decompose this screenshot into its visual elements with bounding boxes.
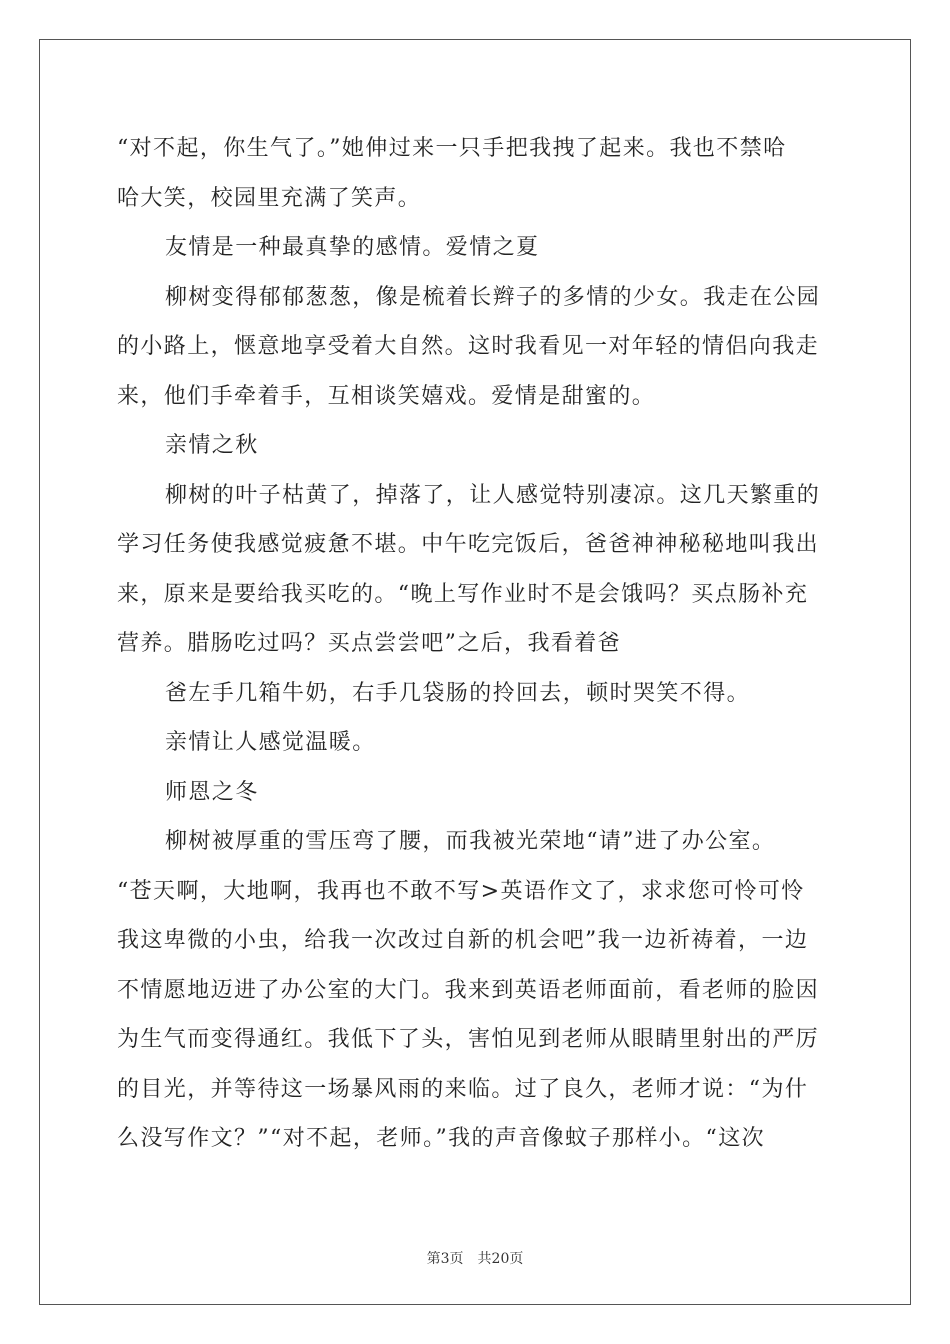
text-line: 爸左手几箱牛奶，右手几袋肠的拎回去，顿时哭笑不得。: [165, 680, 751, 706]
text-line: 柳树被厚重的雪压弯了腰，而我被光荣地“请”进了办公室。: [165, 829, 776, 854]
text-line: 柳树变得郁郁葱葱，像是梳着长辫子的多情的少女。我走在公园: [165, 284, 821, 310]
text-line: 亲情让人感觉温暖。: [165, 730, 376, 755]
text-line: 的小路上，惬意地享受着大自然。这时我看见一对年轻的情侣向我走: [117, 334, 820, 359]
text-line: 友情是一种最真挚的感情。爱情之夏: [165, 235, 540, 260]
document-body: [117, 124, 833, 1164]
section-heading: 师恩之冬: [165, 779, 259, 805]
text-line: 的目光，并等待这一场暴风雨的来临。过了良久，老师才说：“为什: [117, 1076, 809, 1102]
text-line: “苍天啊，大地啊，我再也不敢不写>英语作文了，求求您可怜可怜: [117, 878, 805, 904]
text-line: 不情愿地迈进了办公室的大门。我来到英语老师面前，看老师的脸因: [117, 977, 820, 1003]
text-line: 来，原来是要给我买吃的。“晚上写作业时不是会饿吗？买点肠补充: [117, 581, 809, 607]
page-footer: [0, 1248, 950, 1268]
page-number: 第3页: [426, 1251, 464, 1267]
section-heading: 亲情之秋: [165, 433, 259, 458]
text-line: 我这卑微的小虫，给我一次改过自新的机会吧”我一边祈祷着，一边: [117, 928, 809, 953]
total-pages: 共20页: [477, 1251, 524, 1267]
text-line: “对不起，你生气了。”她伸过来一只手把我拽了起来。我也不禁哈: [117, 136, 787, 161]
text-line: 为生气而变得通红。我低下了头，害怕见到老师从眼睛里射出的严厉: [117, 1027, 820, 1052]
text-line: 么没写作文？”“对不起，老师。”我的声音像蚊子那样小。“这次: [117, 1126, 765, 1151]
text-line: 柳树的叶子枯黄了，掉落了，让人感觉特别凄凉。这几天繁重的: [165, 482, 821, 508]
text-line: 哈大笑，校园里充满了笑声。: [117, 185, 422, 211]
text-line: 学习任务使我感觉疲惫不堪。中午吃完饭后，爸爸神神秘秘地叫我出: [117, 532, 820, 557]
text-line: 来，他们手牵着手，互相谈笑嬉戏。爱情是甜蜜的。: [117, 383, 656, 409]
text-line: 营养。腊肠吃过吗？买点尝尝吧”之后，我看着爸: [117, 631, 622, 656]
